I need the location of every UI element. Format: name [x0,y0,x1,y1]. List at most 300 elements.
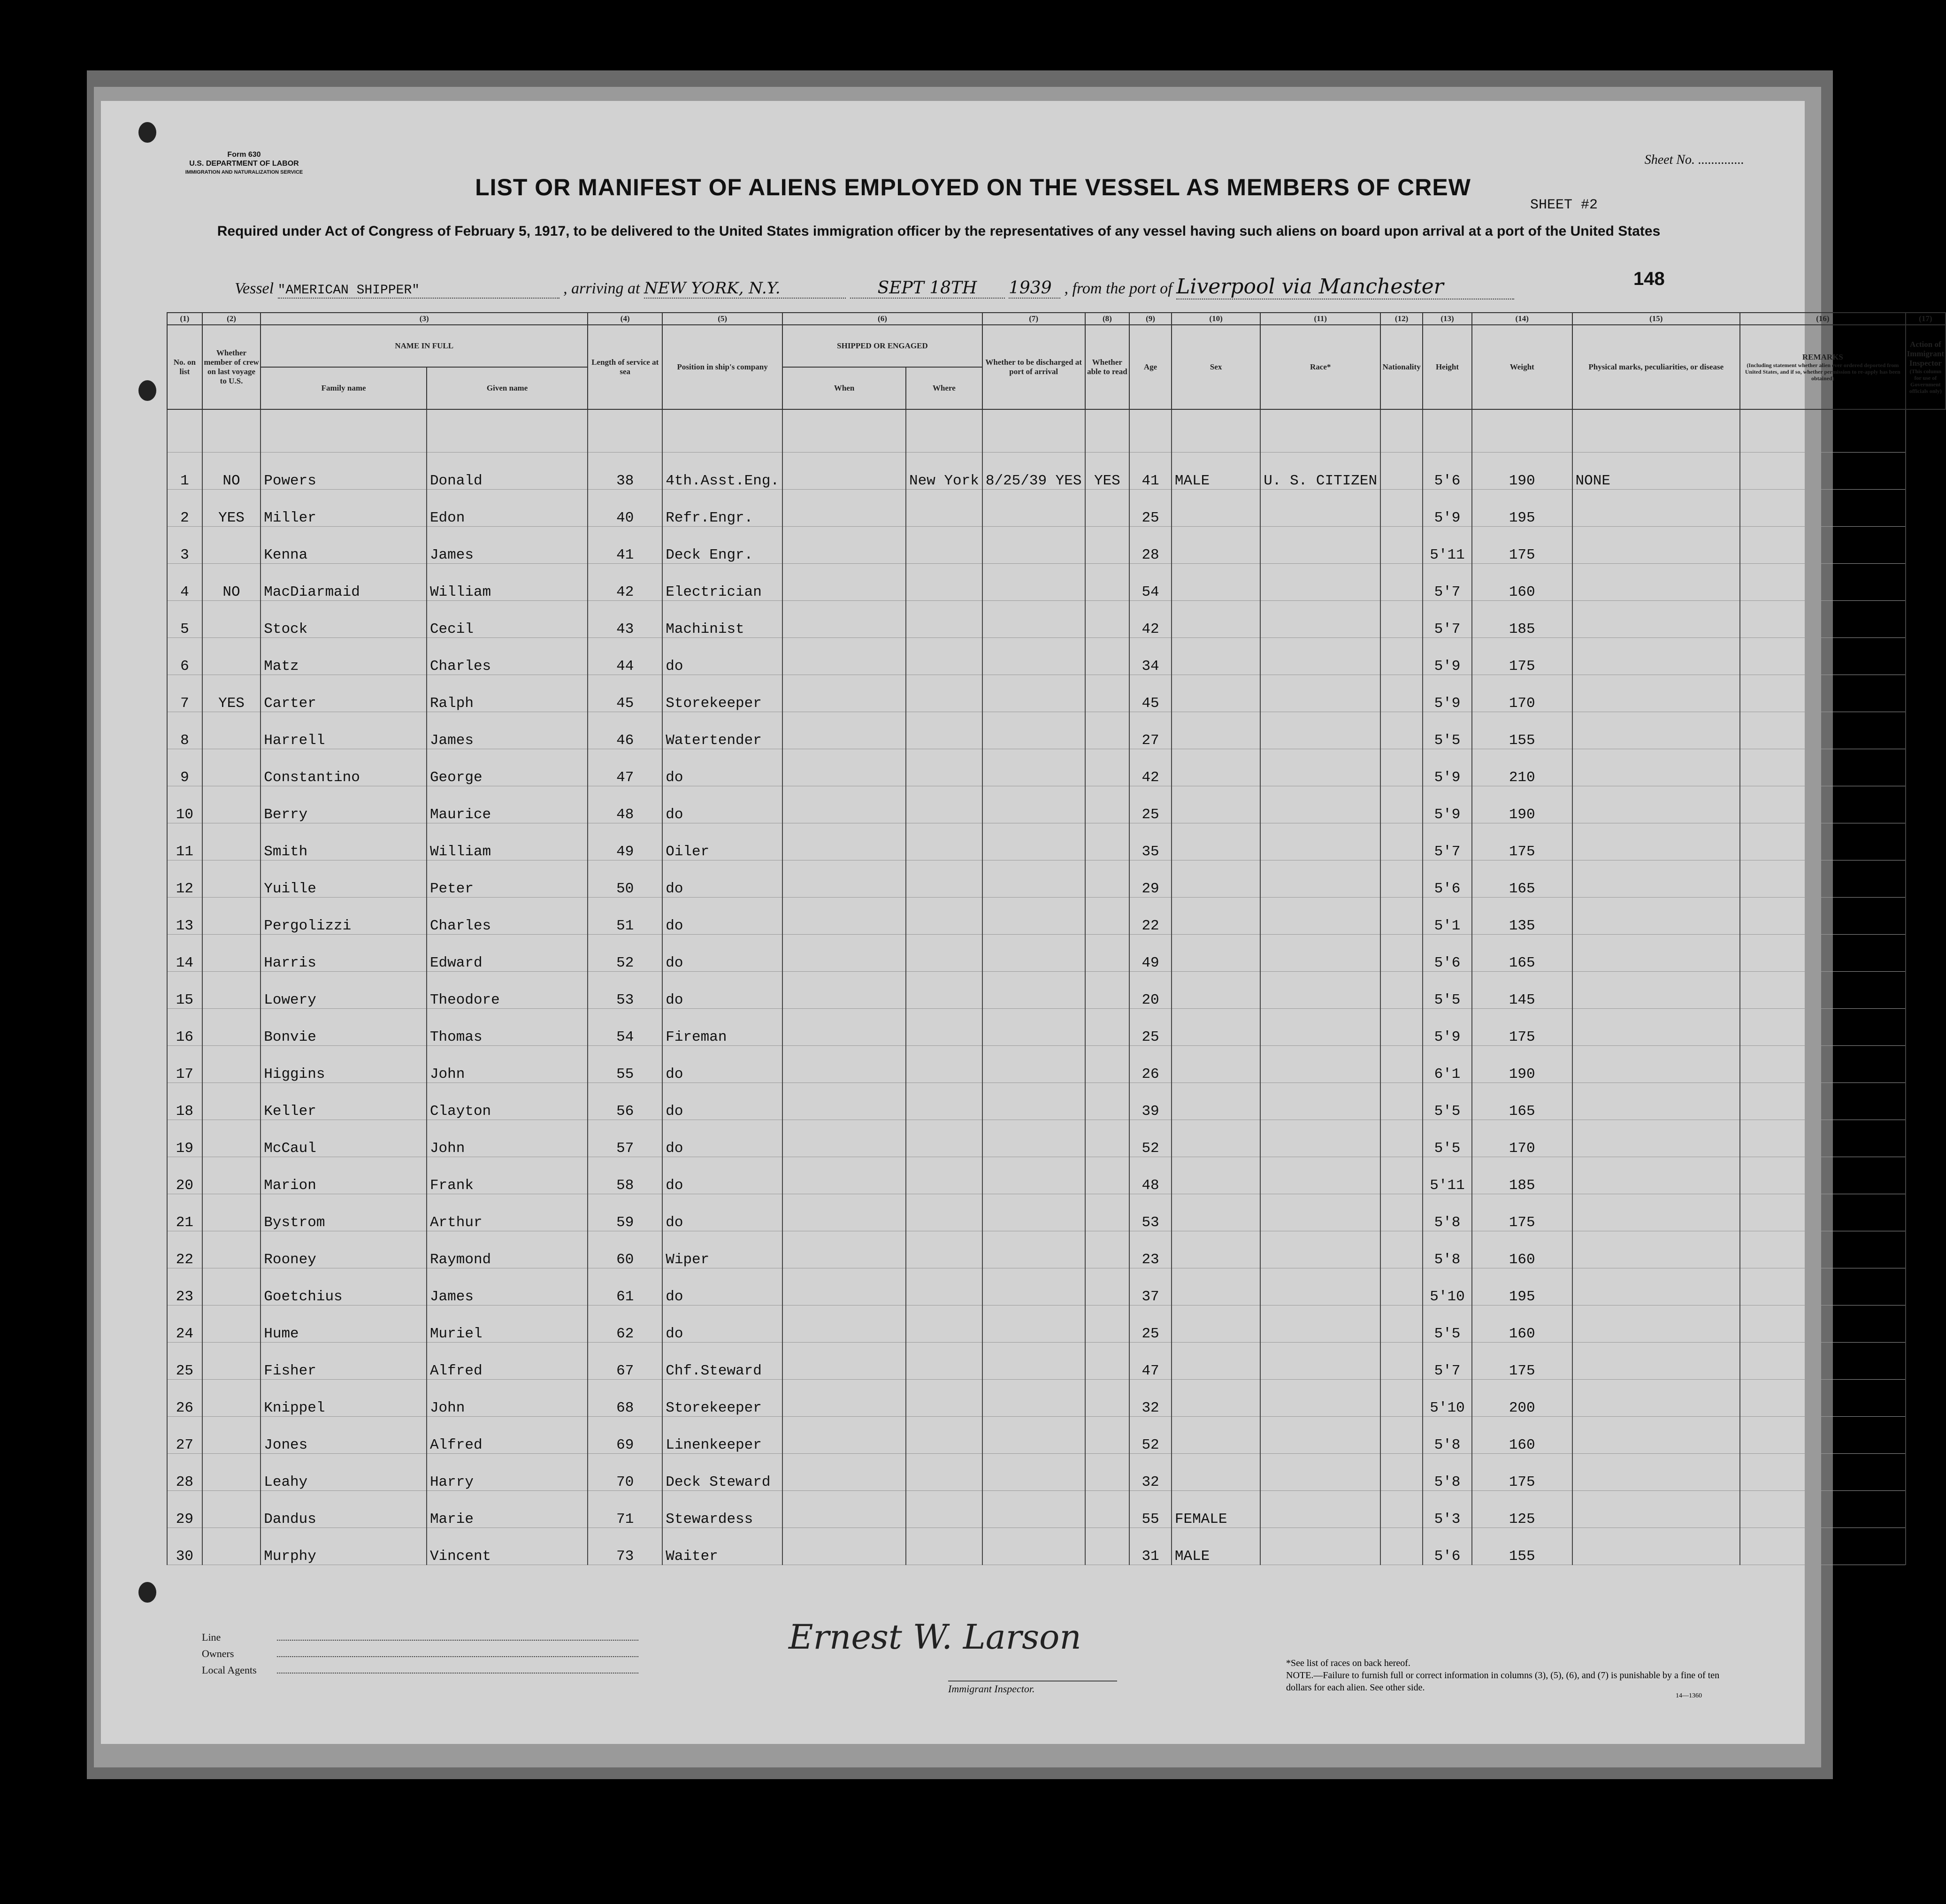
cell-shipped-where: New York [906,453,982,490]
cell-race [1260,1231,1380,1268]
cell-age: 41 [1129,453,1172,490]
header-given-name: Given name [427,367,588,409]
cell-length-of-service: 46 [588,712,662,749]
cell-family-name: Berry [260,786,427,823]
cell-able-to-read [1085,1343,1130,1380]
cell-to-be-discharged [982,1491,1085,1528]
cell-race [1260,1380,1380,1417]
cell-sex [1172,1417,1260,1454]
cell-given-name: Cecil [427,601,588,638]
cell-given-name: Edward [427,935,588,972]
cell-able-to-read [1085,1231,1130,1268]
cell-age: 25 [1129,1305,1172,1343]
cell-remarks [1740,749,1906,786]
cell-shipped-when [782,1380,906,1417]
cell-position: do [662,749,782,786]
cell-physical-marks [1572,898,1740,935]
cell-height: 5'9 [1423,749,1472,786]
cell-weight: 175 [1472,1194,1572,1231]
table-row [167,972,1946,1009]
cell-position: do [662,1305,782,1343]
cell-able-to-read [1085,786,1130,823]
cell-shipped-where [906,675,982,712]
cell-age: 53 [1129,1194,1172,1231]
vessel-name: "AMERICAN SHIPPER" [278,283,559,299]
col-num: (17) [1906,313,1946,325]
cell-member-last-voyage [202,1528,260,1565]
cell-to-be-discharged: 8/25/39 YES [982,453,1085,490]
cell-race [1260,490,1380,527]
table-row [167,1194,1946,1231]
cell-length-of-service: 47 [588,749,662,786]
header-name-in-full: NAME IN FULL [260,325,588,367]
cell-length-of-service: 60 [588,1231,662,1268]
cell-able-to-read [1085,564,1130,601]
vessel-line [235,275,1514,299]
cell-weight: 175 [1472,1454,1572,1491]
cell-remarks [1740,1120,1906,1157]
table-row [167,1268,1946,1305]
cell-weight: 155 [1472,712,1572,749]
table-row [167,453,1946,490]
header-when: When [782,367,906,409]
cell-row-number: 8 [167,712,202,749]
col-num: (16) [1740,313,1906,325]
cell-shipped-where [906,601,982,638]
crew-table [167,312,1946,1565]
table-row [167,1305,1946,1343]
cell-row-number: 24 [167,1305,202,1343]
cell-age: 55 [1129,1491,1172,1528]
cell-shipped-when [782,1194,906,1231]
cell-age: 42 [1129,601,1172,638]
cell-physical-marks [1572,490,1740,527]
cell-shipped-where [906,1083,982,1120]
col-num: (9) [1129,313,1172,325]
footer-fields [202,1629,638,1678]
cell-remarks [1740,1046,1906,1083]
cell-shipped-when [782,1009,906,1046]
cell-nationality [1380,1528,1423,1565]
cell-age: 29 [1129,860,1172,898]
cell-height: 5'6 [1423,935,1472,972]
cell-nationality [1380,1046,1423,1083]
cell-able-to-read [1085,638,1130,675]
arriving-port: NEW YORK, N.Y. [644,279,846,299]
footer-agents [202,1662,638,1678]
cell-to-be-discharged [982,1120,1085,1157]
cell-family-name: MacDiarmaid [260,564,427,601]
cell-shipped-when [782,675,906,712]
cell-shipped-when [782,1343,906,1380]
table-row [167,898,1946,935]
inspector-label: Immigrant Inspector. [948,1681,1117,1695]
col-num: (7) [982,313,1085,325]
cell-age: 49 [1129,935,1172,972]
cell-to-be-discharged [982,898,1085,935]
footer-line [202,1629,638,1645]
cell-shipped-where [906,898,982,935]
cell-shipped-where [906,1305,982,1343]
cell-nationality [1380,1009,1423,1046]
cell-row-number: 14 [167,935,202,972]
cell-weight: 190 [1472,453,1572,490]
cell-remarks [1740,564,1906,601]
footer-owners [202,1645,638,1662]
cell-given-name: Muriel [427,1305,588,1343]
cell-family-name: Powers [260,453,427,490]
cell-position: do [662,786,782,823]
races-note: *See list of races on back hereof. [1286,1658,1410,1668]
cell-row-number: 7 [167,675,202,712]
cell-race [1260,972,1380,1009]
cell-shipped-when [782,564,906,601]
cell-race [1260,1305,1380,1343]
cell-weight: 195 [1472,1268,1572,1305]
cell-nationality [1380,564,1423,601]
cell-weight: 125 [1472,1491,1572,1528]
cell-nationality [1380,972,1423,1009]
cell-remarks [1740,527,1906,564]
cell-able-to-read [1085,712,1130,749]
cell-race [1260,786,1380,823]
cell-remarks [1740,601,1906,638]
cell-row-number: 17 [167,1046,202,1083]
cell-family-name: McCaul [260,1120,427,1157]
cell-position: do [662,860,782,898]
owners-label: Owners [202,1648,234,1659]
cell-age: 35 [1129,823,1172,860]
cell-member-last-voyage [202,1305,260,1343]
cell-weight: 160 [1472,1305,1572,1343]
cell-given-name: William [427,564,588,601]
table-row [167,1343,1946,1380]
cell-sex [1172,490,1260,527]
cell-shipped-where [906,935,982,972]
cell-member-last-voyage [202,1380,260,1417]
cell-sex [1172,1194,1260,1231]
cell-length-of-service: 61 [588,1268,662,1305]
cell-length-of-service: 48 [588,786,662,823]
cell-position: do [662,1157,782,1194]
cell-to-be-discharged [982,1305,1085,1343]
cell-nationality [1380,1454,1423,1491]
cell-sex [1172,1305,1260,1343]
cell-nationality [1380,1417,1423,1454]
cell-to-be-discharged [982,1231,1085,1268]
cell-sex [1172,1343,1260,1380]
cell-age: 28 [1129,527,1172,564]
cell-to-be-discharged [982,1009,1085,1046]
table-row [167,527,1946,564]
cell-to-be-discharged [982,972,1085,1009]
cell-row-number: 22 [167,1231,202,1268]
cell-sex [1172,564,1260,601]
cell-shipped-when [782,1305,906,1343]
col-num: (4) [588,313,662,325]
cell-row-number: 25 [167,1343,202,1380]
cell-member-last-voyage [202,1343,260,1380]
cell-height: 5'7 [1423,823,1472,860]
cell-length-of-service: 42 [588,564,662,601]
cell-given-name: George [427,749,588,786]
cell-weight: 165 [1472,935,1572,972]
header-able-to-read: Whether able to read [1085,325,1130,409]
arriving-label: , arriving at [563,280,640,297]
cell-shipped-when [782,1528,906,1565]
cell-row-number: 5 [167,601,202,638]
cell-physical-marks [1572,675,1740,712]
cell-race [1260,749,1380,786]
cell-physical-marks [1572,638,1740,675]
cell-age: 37 [1129,1268,1172,1305]
cell-age: 26 [1129,1046,1172,1083]
cell-given-name: Charles [427,638,588,675]
cell-remarks [1740,823,1906,860]
cell-age: 52 [1129,1120,1172,1157]
cell-physical-marks [1572,564,1740,601]
table-row [167,712,1946,749]
cell-family-name: Jones [260,1417,427,1454]
cell-remarks [1740,1380,1906,1417]
cell-member-last-voyage [202,749,260,786]
cell-to-be-discharged [982,638,1085,675]
cell-nationality [1380,823,1423,860]
table-row [167,823,1946,860]
table-row [167,564,1946,601]
cell-sex: FEMALE [1172,1491,1260,1528]
cell-length-of-service: 51 [588,898,662,935]
cell-height: 5'11 [1423,527,1472,564]
cell-weight: 175 [1472,638,1572,675]
cell-shipped-when [782,1157,906,1194]
cell-shipped-when [782,860,906,898]
cell-remarks [1740,1528,1906,1565]
cell-shipped-where [906,1046,982,1083]
cell-remarks [1740,898,1906,935]
cell-race [1260,675,1380,712]
cell-physical-marks [1572,860,1740,898]
cell-position: do [662,1194,782,1231]
cell-nationality [1380,935,1423,972]
cell-sex [1172,749,1260,786]
cell-position: Stewardess [662,1491,782,1528]
table-row [167,675,1946,712]
cell-length-of-service: 68 [588,1380,662,1417]
cell-shipped-when [782,1454,906,1491]
cell-weight: 175 [1472,1343,1572,1380]
cell-able-to-read [1085,1009,1130,1046]
cell-able-to-read [1085,1194,1130,1231]
cell-able-to-read [1085,898,1130,935]
header-family-name: Family name [260,367,427,409]
cell-age: 23 [1129,1231,1172,1268]
cell-given-name: Ralph [427,675,588,712]
cell-length-of-service: 49 [588,823,662,860]
cell-height: 5'5 [1423,972,1472,1009]
table-row [167,1528,1946,1565]
cell-remarks [1740,1305,1906,1343]
cell-shipped-where [906,860,982,898]
cell-physical-marks [1572,1454,1740,1491]
cell-age: 25 [1129,1009,1172,1046]
cell-to-be-discharged [982,860,1085,898]
cell-row-number: 18 [167,1083,202,1120]
col-num: (1) [167,313,202,325]
cell-position: Storekeeper [662,675,782,712]
cell-given-name: William [427,823,588,860]
cell-position: do [662,935,782,972]
cell-physical-marks: NONE [1572,453,1740,490]
cell-to-be-discharged [982,527,1085,564]
cell-able-to-read [1085,860,1130,898]
table-row [167,1083,1946,1120]
cell-physical-marks [1572,1491,1740,1528]
cell-member-last-voyage [202,935,260,972]
cell-length-of-service: 62 [588,1305,662,1343]
cell-physical-marks [1572,972,1740,1009]
cell-weight: 135 [1472,898,1572,935]
cell-to-be-discharged [982,1417,1085,1454]
cell-length-of-service: 45 [588,675,662,712]
cell-member-last-voyage [202,823,260,860]
cell-position: Electrician [662,564,782,601]
cell-physical-marks [1572,712,1740,749]
penalty-note: NOTE.—Failure to furnish full or correct information in columns (3), (5), (6), and (7) is punishable by a fine of ten dollars for each alien. See other side. [1286,1670,1720,1693]
header-height: Height [1423,325,1472,409]
col-num: (5) [662,313,782,325]
cell-weight: 175 [1472,823,1572,860]
cell-given-name: Alfred [427,1343,588,1380]
cell-given-name: Edon [427,490,588,527]
cell-physical-marks [1572,749,1740,786]
cell-length-of-service: 67 [588,1343,662,1380]
cell-nationality [1380,490,1423,527]
cell-nationality [1380,1380,1423,1417]
cell-race [1260,712,1380,749]
cell-family-name: Miller [260,490,427,527]
cell-row-number: 3 [167,527,202,564]
cell-sex [1172,972,1260,1009]
cell-height: 5'5 [1423,712,1472,749]
sheet-no-label: Sheet No. .............. [1644,153,1744,167]
cell-nationality [1380,638,1423,675]
cell-family-name: Keller [260,1083,427,1120]
punch-hole [138,122,156,143]
cell-remarks [1740,860,1906,898]
cell-sex [1172,935,1260,972]
cell-physical-marks [1572,1083,1740,1120]
cell-member-last-voyage [202,1009,260,1046]
cell-given-name: James [427,712,588,749]
cell-shipped-when [782,712,906,749]
cell-race [1260,527,1380,564]
table-row [167,601,1946,638]
cell-to-be-discharged [982,1194,1085,1231]
cell-remarks [1740,1343,1906,1380]
cell-able-to-read [1085,1380,1130,1417]
cell-family-name: Matz [260,638,427,675]
cell-given-name: Marie [427,1491,588,1528]
cell-to-be-discharged [982,786,1085,823]
cell-physical-marks [1572,1380,1740,1417]
cell-shipped-where [906,749,982,786]
cell-height: 5'8 [1423,1417,1472,1454]
cell-age: 22 [1129,898,1172,935]
cell-row-number: 19 [167,1120,202,1157]
cell-member-last-voyage [202,1454,260,1491]
table-row [167,1231,1946,1268]
cell-race [1260,1046,1380,1083]
cell-sex [1172,1231,1260,1268]
spacer-row [167,409,1946,453]
cell-row-number: 11 [167,823,202,860]
cell-race [1260,564,1380,601]
punch-hole [138,1582,156,1603]
cell-position: do [662,1268,782,1305]
cell-given-name: Clayton [427,1083,588,1120]
cell-member-last-voyage [202,1083,260,1120]
cell-sex: MALE [1172,453,1260,490]
cell-member-last-voyage [202,712,260,749]
cell-shipped-when [782,490,906,527]
cell-family-name: Fisher [260,1343,427,1380]
cell-family-name: Smith [260,823,427,860]
col-num: (6) [782,313,982,325]
cell-family-name: Higgins [260,1046,427,1083]
header-action-title: Action of Immigrant Inspector [1907,340,1944,368]
cell-given-name: Peter [427,860,588,898]
cell-row-number: 23 [167,1268,202,1305]
header-length-service: Length of service at sea [588,325,662,409]
cell-age: 45 [1129,675,1172,712]
cell-weight: 210 [1472,749,1572,786]
cell-shipped-where [906,972,982,1009]
table-row [167,1491,1946,1528]
table-row [167,1454,1946,1491]
cell-nationality [1380,453,1423,490]
col-num: (12) [1380,313,1423,325]
cell-weight: 170 [1472,675,1572,712]
cell-member-last-voyage [202,527,260,564]
form-code: 14—1360 [1676,1692,1702,1699]
cell-height: 5'8 [1423,1454,1472,1491]
table-row [167,1417,1946,1454]
cell-race [1260,935,1380,972]
cell-sex [1172,898,1260,935]
vessel-label: Vessel [235,280,274,297]
cell-race [1260,1009,1380,1046]
table-row [167,749,1946,786]
cell-shipped-where [906,1380,982,1417]
cell-physical-marks [1572,1046,1740,1083]
cell-given-name: John [427,1380,588,1417]
cell-family-name: Rooney [260,1231,427,1268]
cell-nationality [1380,1231,1423,1268]
cell-position: do [662,1046,782,1083]
header-discharged: Whether to be discharged at port of arrival [982,325,1085,409]
cell-shipped-when [782,601,906,638]
cell-physical-marks [1572,527,1740,564]
cell-member-last-voyage [202,898,260,935]
col-num: (3) [260,313,588,325]
cell-length-of-service: 53 [588,972,662,1009]
cell-family-name: Harrell [260,712,427,749]
cell-member-last-voyage [202,1046,260,1083]
cell-position: Chf.Steward [662,1343,782,1380]
cell-given-name: Thomas [427,1009,588,1046]
cell-to-be-discharged [982,935,1085,972]
